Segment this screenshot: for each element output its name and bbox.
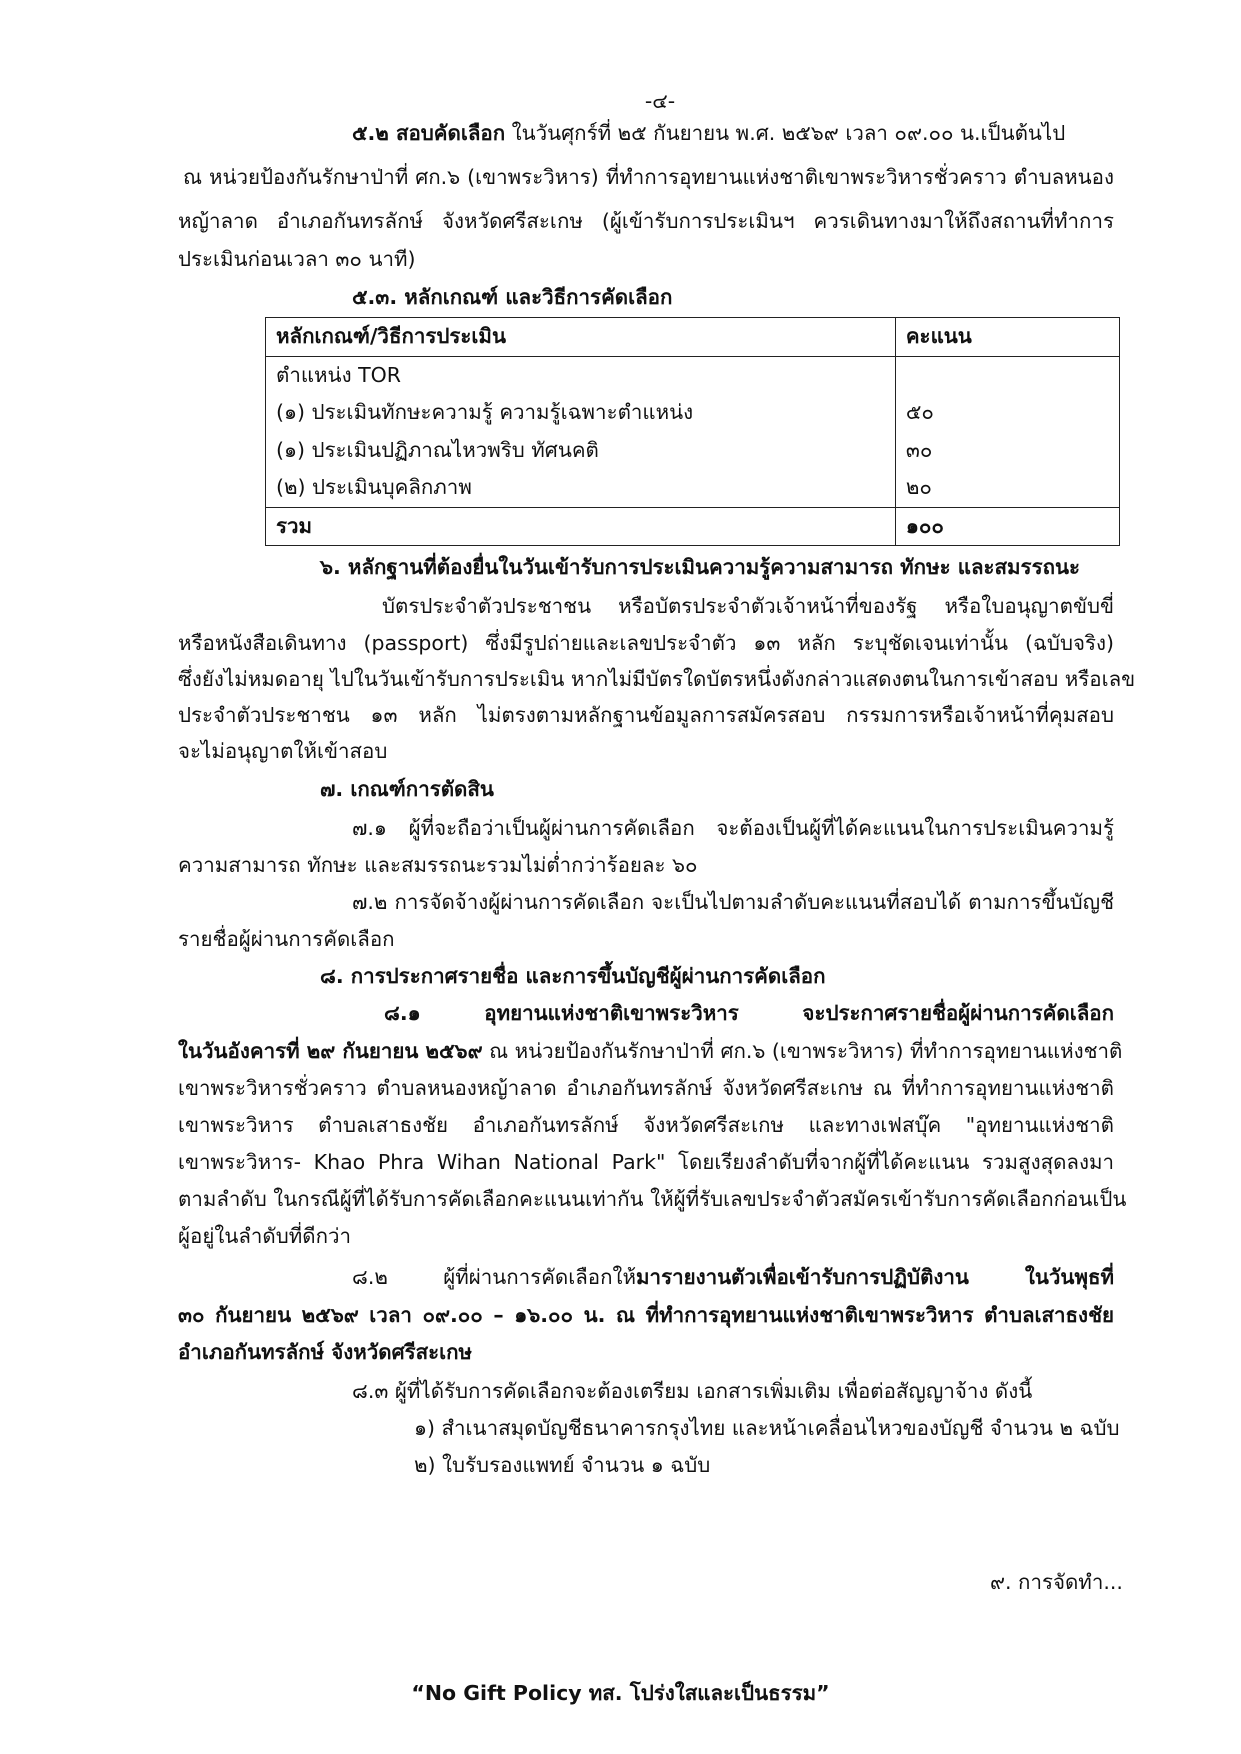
criteria-table-header [266,318,1120,357]
criteria-table [265,317,1120,546]
section-6-line-4: ประจำตัวประชาชน ๑๓ หลัก ไม่ตรงตามหลักฐานข้อมูลการสมัครสอบ กรรมการหรือเจ้าหน้าที่คุมสอบ [178,703,1114,727]
section-8-3-line-1: ๘.๓ ผู้ที่ได้รับการคัดเลือกจะต้องเตรียม เอกสารเพิ่มเติม เพื่อต่อสัญญาจ้าง ดังนี้ [352,1379,1033,1403]
section-8-1-line-1: ๘.๑ อุทยานแห่งชาติเขาพระวิหาร จะประกาศรายชื่อผู้ผ่านการคัดเลือก [384,1001,1114,1025]
criteria-row-2: (๑) ประเมินปฏิภาณไหวพริบ ทัศนคติ [276,437,599,462]
total-label-cell [266,507,896,546]
section-5-2-line-4: ประเมินก่อนเวลา ๓๐ นาที) [178,247,416,271]
announce-place: ณ หน่วยป้องกันรักษาป่าที่ ศก.๖ (เขาพระวิหาร) ที่ทำการอุทยานแห่งชาติ [482,1039,1123,1063]
section-7-2-line-1: ๗.๒ การจัดจ้างผู้ผ่านการคัดเลือก จะเป็นไปตามลำดับคะแนนที่สอบได้ ตามการขึ้นบัญชี [352,890,1114,914]
criteria-table-body [266,356,1120,507]
criteria-header-cell [266,318,896,357]
section-8-1-line-2 [178,1036,1123,1066]
section-7-heading: ๗. เกณฑ์การตัดสิน [320,777,494,801]
section-8-1-line-6: ตามลำดับ ในกรณีผู้ที่ได้รับการคัดเลือกคะแนนเท่ากัน ให้ผู้ที่รับเลขประจำตัวสมัครเข้ารับการคัดเลือกก่อนเป็น [178,1187,1127,1211]
criteria-table-total [266,507,1120,546]
section-5-3-heading: ๕.๓. หลักเกณฑ์ และวิธีการคัดเลือก [352,285,673,309]
section-8-heading: ๘. การประกาศรายชื่อ และการขึ้นบัญชีผู้ผ่านการคัดเลือก [320,964,826,988]
section-8-1-line-3: เขาพระวิหารชั่วคราว ตำบลหนองหญ้าลาด อำเภอกันทรลักษ์ จังหวัดศรีสะเกษ ณ ที่ทำการอุทยานแห่งชาติ [178,1076,1114,1100]
section-8-1-line-4: เขาพระวิหาร ตำบลเสาธงชัย อำเภอกันทรลักษ์ จังหวัดศรีสะเกษ และทางเฟสบุ๊ค "อุทยานแห่งชาติ [178,1113,1114,1137]
score-header-cell [895,318,1119,357]
criteria-row-1: (๑) ประเมินทักษะความรู้ ความรู้เฉพาะตำแหน่ง [276,400,694,424]
section-8-3-item-1: ๑) สำเนาสมุดบัญชีธนาคารกรุงไทย และหน้าเคลื่อนไหวของบัญชี จำนวน ๒ ฉบับ [414,1416,1120,1440]
section-5-2-line-3: หญ้าลาด อำเภอกันทรลักษ์ จังหวัดศรีสะเกษ (ผู้เข้ารับการประเมินฯ ควรเดินทางมาให้ถึงสถานที่ทำการ [178,209,1114,233]
section-6-line-1: บัตรประจำตัวประชาชน หรือบัตรประจำตัวเจ้าหน้าที่ของรัฐ หรือใบอนุญาตขับขี่ [382,594,1114,618]
criteria-header-text: หลักเกณฑ์/วิธีการประเมิน [276,324,506,348]
score-blank [906,357,1109,395]
section-5-2-heading: ๕.๒ สอบคัดเลือก [352,121,506,145]
total-label: รวม [276,513,313,538]
section-6-line-3: ซึ่งยังไม่หมดอายุ ไปในวันเข้ารับการประเมิน หากไม่มีบัตรใดบัตรหนึ่งดังกล่าวแสดงตนในการเข้าสอบ หรือเลข [178,667,1136,691]
section-8-2-line-3: อำเภอกันทรลักษ์ จังหวัดศรีสะเกษ [178,1340,473,1364]
section-8-3-item-2: ๒) ใบรับรองแพทย์ จำนวน ๑ ฉบับ [414,1453,711,1477]
section-7-1-line-1: ๗.๑ ผู้ที่จะถือว่าเป็นผู้ผ่านการคัดเลือก จะต้องเป็นผู้ที่ได้คะแนนในการประเมินความรู้ [352,816,1114,840]
section-6-heading: ๖. หลักฐานที่ต้องยื่นในวันเข้ารับการประเมินความรู้ความสามารถ ทักษะ และสมรรถนะ [320,555,1081,579]
page-number: -๔- [644,89,676,113]
section-8-2-lead: ๘.๒ ผู้ที่ผ่านการคัดเลือกให้ [352,1265,637,1289]
section-5-2-line-1 [352,118,1065,148]
section-8-2-line-1 [352,1262,1114,1292]
score-row-3: ๒๐ [905,475,932,499]
section-8-1-line-5: เขาพระวิหาร- Khao Phra Wihan National Park" โดยเรียงลำดับที่จากผู้ที่ได้คะแนน รวมสูงสุดลงมา [178,1150,1114,1174]
score-row-1: ๕๐ [905,400,934,424]
section-8-1-line-7: ผู้อยู่ในลำดับที่ดีกว่า [178,1224,352,1248]
section-5-2-line-2: ณ หน่วยป้องกันรักษาป่าที่ ศก.๖ (เขาพระวิหาร) ที่ทำการอุทยานแห่งชาติเขาพระวิหารชั่วคราว ตำบลหนอง [183,165,1114,189]
section-6-line-2: หรือหนังสือเดินทาง (passport) ซึ่งมีรูปถ่ายและเลขประจำตัว ๑๓ หลัก ระบุชัดเจนเท่านั้น (ฉบับจริง) [178,631,1114,655]
section-7-2-line-2: รายชื่อผู้ผ่านการคัดเลือก [178,927,395,951]
total-score-cell [895,507,1119,546]
section-8-2-report: มารายงานตัวเพื่อเข้ารับการปฏิบัติงาน ในวันพุธที่ [636,1265,1114,1289]
score-header-text: คะแนน [905,324,972,348]
total-score: ๑๐๐ [905,513,944,538]
section-5-2-date-text: ในวันศุกร์ที่ ๒๕ กันยายน พ.ศ. ๒๕๖๙ เวลา ๐๙.๐๐ น.เป็นต้นไป [505,121,1066,145]
criteria-body-cell [266,356,896,507]
section-6-line-5: จะไม่อนุญาตให้เข้าสอบ [178,739,388,763]
section-8-2-line-2: ๓๐ กันยายน ๒๕๖๙ เวลา ๐๙.๐๐ – ๑๖.๐๐ น. ณ ที่ทำการอุทยานแห่งชาติเขาพระวิหาร ตำบลเสาธงชัย [178,1303,1114,1327]
announce-date: ในวันอังคารที่ ๒๙ กันยายน ๒๕๖๙ [178,1039,483,1063]
continue-text: ๙. การจัดทำ... [990,1570,1123,1594]
score-body-cell [895,356,1119,507]
criteria-row-3: (๒) ประเมินบุคลิกภาพ [276,475,472,499]
position-label: ตำแหน่ง TOR [276,362,401,387]
page-footer: “No Gift Policy ทส. โปร่งใสและเป็นธรรม” [411,1681,830,1705]
score-row-2: ๓๐ [905,437,933,462]
section-7-1-line-2: ความสามารถ ทักษะ และสมรรถนะรวมไม่ต่ำกว่าร้อยละ ๖๐ [178,853,698,877]
